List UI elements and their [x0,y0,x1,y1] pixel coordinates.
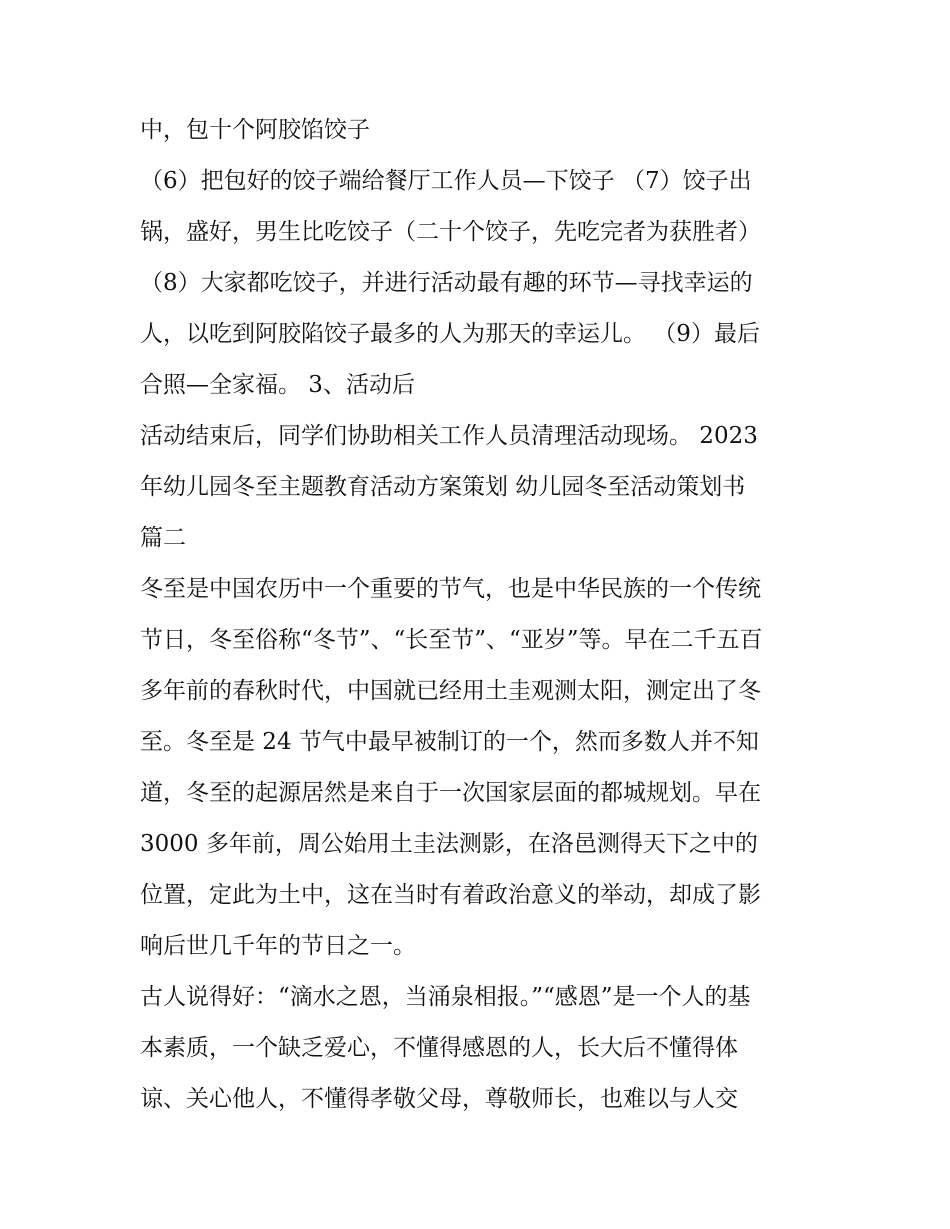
text-line: 谅、关心他人，不懂得孝敬父母，尊敬师长，也难以与人交 [140,1086,738,1112]
text-line: 3000 多年前，周公始用土圭法测影，在洛邑测得天下之中的 [140,831,758,857]
text-line: 多年前的春秋时代，中国就已经用土圭观测太阳，测定出了冬 [140,678,761,704]
text-line: 道，冬至的起源居然是来自于一次国家层面的都城规划。早在 [140,780,761,806]
text-line: 至。冬至是 24 节气中最早被制订的一个，然而多数人并不知 [140,729,759,755]
text-line: 年幼儿园冬至主题教育活动方案策划 幼儿园冬至活动策划书 [140,474,746,500]
text-line: 位置，定此为土中，这在当时有着政治意义的举动，却成了影 [140,882,761,908]
text-line: 响后世几千年的节日之一。 [140,933,416,959]
text-line: 合照—全家福。 3、活动后 [140,372,415,398]
text-line: 冬至是中国农历中一个重要的节气，也是中华民族的一个传统 [140,576,761,602]
document-body [140,108,820,1128]
text-line: 节日，冬至俗称“冬节”、“长至节”、“亚岁”等。早在二千五百 [140,627,763,653]
text-line: 活动结束后，同学们协助相关工作人员清理活动现场。 2023 [140,423,758,449]
text-line: 人，以吃到阿胶陷饺子最多的人为那天的幸运儿。 （9）最后 [140,321,760,347]
text-line: 锅，盛好，男生比吃饺子（二十个饺子，先吃完者为获胜者） [140,219,761,245]
text-line: 中，包十个阿胶馅饺子 [140,117,370,143]
text-line: （8）大家都吃饺子，并进行活动最有趣的环节—寻找幸运的 [140,270,753,296]
text-line: 古人说得好：“滴水之恩，当涌泉相报。”“感恩”是一个人的基 [140,984,751,1010]
text-line: 篇二 [140,525,186,551]
text-line: 本素质，一个缺乏爱心，不懂得感恩的人，长大后不懂得体 [140,1035,738,1061]
text-line: （6）把包好的饺子端给餐厅工作人员—下饺子 （7）饺子出 [140,168,752,194]
